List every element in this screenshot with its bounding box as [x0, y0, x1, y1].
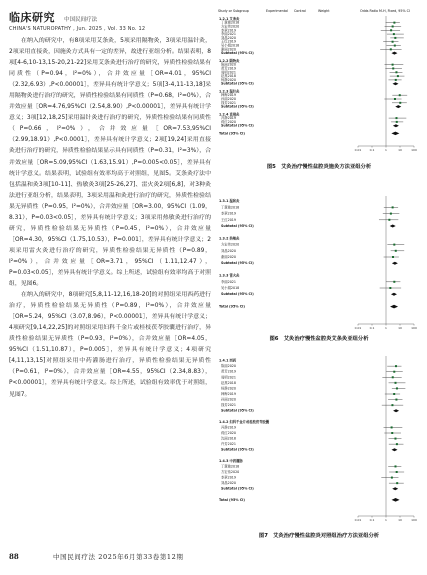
study-label: 吴小娟2018 [221, 43, 240, 48]
subtotal-diamond [393, 124, 399, 127]
subtotal-diamond [391, 293, 397, 296]
study-label: 陈丽2020 [221, 364, 236, 369]
subtotal-diamond [393, 409, 399, 412]
study-point [393, 393, 395, 395]
subtotal-diamond [391, 52, 397, 55]
study-label: 丁慧敏2018 [221, 464, 240, 469]
study-point [394, 438, 396, 440]
study-label: 李翠2019 [221, 28, 236, 33]
page-number: 88 [9, 552, 19, 561]
study-label: 黄芳2019 [221, 369, 236, 374]
header-journal-line: CHINA'S NATUROPATHY , Jun. 2025 , Vol. 33 No. 12 [9, 26, 146, 32]
study-label: 周明2021 [221, 375, 236, 380]
study-point [391, 432, 393, 434]
subgroup-label: 1.2.1 艾条灸 [219, 16, 240, 21]
figure-caption: 图5 艾灸治疗慢性盆腔炎施灸方法亚组分析 [266, 164, 372, 170]
running-header [9, 6, 145, 32]
x-tick-label: 100 [411, 326, 417, 330]
subgroup-label: 1.2.2 隔物灸 [219, 58, 240, 63]
subtotal-diamond [392, 82, 398, 85]
study-point [394, 465, 396, 467]
study-point [394, 45, 396, 47]
study-point [392, 64, 394, 66]
x-tick-label: 1 [385, 518, 387, 522]
study-point [393, 371, 395, 373]
x-tick-label: 10 [398, 148, 402, 152]
study-label: 李翠2019 [221, 211, 236, 216]
study-point [392, 256, 394, 258]
forest-plot-figure-7 [218, 346, 420, 539]
study-label: 韩梅2019 [221, 93, 236, 98]
study-point [394, 98, 396, 100]
study-point [396, 482, 398, 484]
study-point [396, 443, 398, 445]
x-tick-label: 100 [411, 518, 417, 522]
study-point [399, 102, 401, 104]
study-point [395, 250, 397, 252]
study-point [389, 287, 391, 289]
study-point [395, 399, 397, 401]
column-header: Weight [318, 9, 330, 13]
total-label: Total (95% CI) [219, 497, 245, 502]
study-point [391, 404, 393, 406]
study-label: 杨静2020 [221, 386, 236, 391]
study-label: 黄芳2019 [221, 66, 236, 71]
page-footer [9, 550, 420, 564]
study-label: 刘晶2020 [221, 35, 236, 40]
body-text-column [9, 36, 211, 536]
footer-journal-text: 中国民间疗法 2025年6月第33卷第12期 [53, 553, 184, 561]
x-tick-label: 1 [385, 148, 387, 152]
figures-column [218, 6, 420, 542]
x-tick-label: 0.1 [369, 326, 375, 330]
x-tick-label: 10 [398, 326, 402, 330]
study-label: 韩梅2019 [221, 392, 236, 396]
subtotal-label: Subtotal (95% CI) [221, 81, 254, 86]
x-tick-label: 100 [411, 148, 417, 152]
figure-caption: 图6 艾灸治疗慢性盆腔炎艾条灸亚组分析 [269, 336, 369, 342]
total-label: Total (95% CI) [219, 131, 245, 136]
study-point [392, 206, 394, 208]
study-point [394, 37, 396, 39]
study-point [395, 117, 397, 119]
subgroup-label: 1.4.2 妇科千金片或桂枝茯苓胶囊 [219, 419, 270, 424]
study-point [392, 41, 394, 43]
study-label: 刘晶2020 [221, 248, 236, 253]
subtotal-label: Subtotal (95% CI) [221, 123, 254, 128]
study-label: 许芳2021 [221, 442, 236, 447]
study-point [393, 281, 395, 283]
subtotal-diamond [395, 105, 401, 108]
study-label: 杨静2020 [221, 77, 236, 82]
study-point [393, 33, 395, 35]
study-point [396, 471, 398, 473]
subgroup-label: 1.4.3 中药灌肠 [219, 458, 243, 463]
total-diamond [390, 305, 398, 309]
forest-plot [218, 346, 420, 526]
study-label: 蒋红2020 [221, 431, 236, 435]
study-label: 丁慧敏2018 [221, 205, 240, 210]
study-label: 方宏伟2020 [221, 24, 240, 29]
study-point [390, 213, 392, 215]
header-subtitle: 中国民间疗法 [64, 17, 98, 23]
total-diamond [391, 132, 399, 136]
study-point [396, 387, 398, 389]
study-label: 方宏伟2020 [221, 470, 240, 474]
header-title: 临床研究 [9, 11, 55, 24]
study-point [395, 71, 397, 73]
x-tick-label: 0.01 [354, 148, 362, 152]
study-label: 吴小娟2018 [221, 286, 240, 290]
study-label: 蒋红2020 [221, 119, 236, 124]
study-label: 李丽2021 [221, 32, 236, 37]
study-label: 陈丽2020 [221, 62, 236, 67]
study-point [392, 67, 394, 69]
study-point [390, 48, 392, 50]
study-point [391, 426, 393, 428]
study-label: 谢丽2020 [221, 47, 236, 52]
forest-plot-figure-5 [218, 6, 420, 170]
subgroup-label: 1.2.3 温针灸 [219, 89, 240, 94]
study-label: 孙丽2020 [221, 397, 236, 402]
x-tick-label: 0.01 [354, 518, 362, 522]
study-point [392, 376, 394, 378]
study-label: 方宏伟2020 [221, 242, 240, 247]
subtotal-diamond [392, 487, 398, 490]
x-tick-label: 1 [385, 326, 387, 330]
figure-caption: 图7 艾灸治疗慢性盆腔炎对照组治疗方法亚组分析 [258, 533, 380, 539]
study-label: 钱芳2021 [221, 100, 236, 105]
column-header: Odds Ratio M-H, Fixed, 95% CI [360, 9, 410, 13]
subtotal-label: Subtotal (95% CI) [221, 261, 254, 266]
subtotal-label: Subtotal (95% CI) [221, 486, 254, 491]
study-label: 钱芳2021 [221, 403, 236, 408]
study-point [390, 29, 392, 31]
column-header: Study or Subgroup [218, 9, 249, 13]
study-point [393, 244, 395, 246]
subtotal-label: Subtotal (95% CI) [221, 51, 254, 56]
study-point [399, 94, 401, 96]
study-point [388, 219, 390, 221]
study-label: 李翠2019 [221, 475, 236, 480]
subtotal-diamond [392, 262, 398, 265]
subtotal-label: Subtotal (95% CI) [221, 224, 254, 228]
x-tick-label: 10 [398, 518, 402, 522]
study-point [396, 121, 398, 123]
study-label: 赵燕2018 [221, 380, 236, 385]
subgroup-label: 1.3.3 雷火灸 [219, 273, 240, 278]
total-diamond [392, 498, 400, 502]
x-tick-label: 0.1 [369, 148, 375, 152]
study-label: 刘晶2020 [221, 481, 236, 486]
subtotal-label: Subtotal (95% CI) [221, 292, 254, 297]
study-label: 冯静2019 [221, 425, 236, 430]
subgroup-label: 1.3.2 热敏灸 [219, 236, 240, 241]
study-label: 冯静2019 [221, 116, 236, 121]
study-point [395, 382, 397, 384]
study-label: 赵燕2018 [221, 74, 236, 79]
forest-plot-figure-6 [218, 186, 420, 342]
study-point [392, 25, 394, 27]
subtotal-label: Subtotal (95% CI) [221, 408, 254, 413]
subtotal-diamond [390, 225, 396, 228]
study-point [395, 365, 397, 367]
subgroup-label: 1.2.4 直接灸 [219, 112, 240, 117]
column-header: Control [294, 9, 306, 13]
x-tick-label: 0.1 [369, 518, 375, 522]
study-label: 李丽2021 [221, 279, 236, 284]
subtotal-diamond [392, 448, 398, 451]
study-label: 周明2021 [221, 70, 236, 75]
study-label: 孙丽2020 [221, 97, 236, 101]
study-point [391, 477, 393, 479]
study-label: 王红2019 [221, 217, 236, 222]
subgroup-label: 1.3.1 温和灸 [219, 199, 240, 204]
study-point [397, 75, 399, 77]
study-point [395, 79, 397, 81]
study-label: 丁慧敏2018 [221, 20, 240, 25]
paragraph: 在纳入的研究中，8项研究[5,8,11-12,16,18-20]的对照组采用西药进行治疗，异质性检验结果无异质性（P=0.89，I²=0%），合并效应量［OR=5.24，95%CI（3.07,8.96），P<0.00001］，差异具有统计学意义；4项研究[9,14,22,25]的对照组采用妇科千金片或桂枝茯苓胶囊进行治疗，异质性检验结果无异质性（P=0.93，I²=0%），合并效应量［OR=4.05，95%CI（1.51,10.87），P=0.005］，差异具有统计学意义；4项研究[4,11,13,15]对照组采用中药灌肠进行治疗，异质性检验结果无异质性（P=0.61，I²=0%），合并效应量［OR=4.55，95%CI（2.34,8.83），P<0.00001］，差异具有统计学意义。综上所述，试验组有效率优于对照组，见图7。 [9, 292, 211, 398]
forest-plot [218, 6, 420, 156]
subtotal-label: Subtotal (95% CI) [221, 104, 254, 109]
study-label: 沈丽2018 [221, 436, 236, 441]
subgroup-label: 1.4.1 西药 [219, 358, 237, 363]
study-point [393, 22, 395, 24]
study-label: 谢丽2020 [221, 255, 236, 259]
paragraph: 在纳入的研究中，有8项采用艾条灸，5项采用隔物灸，3项采用温针灸，2项采用直接灸，因施灸方式具有一定的差异，故进行亚组分析。结果表明，8项[4-6,10-13,15-20,21-22]采用艾条灸进行治疗的研究，异质性检验结果有同质性（P=0.94，I²=0%），合并效应量［OR=4.01，95%CI（2.32,6.93）,P<0.00001］，差异具有统计学意义；5项[3-4,11-13,18]采用隔物灸进行治疗的研究，异质性检验结果有同质性（P=0.68，I²=0%），合并效应量［OR=4.76,95%CI（2.54,8.90）,P<0.00001］，差异具有统计学意义；3项[12,18,25]采用温针灸进行治疗的研究，异质性检验结果有同质性（P=0.66，I²=0%），合并效应量［OR=7.53,95%CI（2.99,18.91）,P<0.0001］，差异具有统计学意义；2项[19,24]采用直接灸进行治疗的研究，异质性检验结果显示具有同质性（P=0.31，I²=3%），合并效应量［OR=5.09,95%CI（1.63,15.91）,P=0.005<0.05］，差异具有统计学意义。结果表明，试验组有效率均高于对照组，见图5。艾条灸疗法中包括温和灸3项[10-11]、热敏灸3项[25-26,27]、雷火灸2项[6,8]，对3种灸法进行亚组分析，结果表明，3项采用温和灸进行治疗的研究，异质性检验结果无异质性（P=0.95，I²=0%），合并效应量［OR=3.00，95%CI（1.09，8.31），P=0.03<0.05］，差异具有统计学意义；3项采用热敏灸进行治疗的研究，异质性检验结果无异质性（P=0.45，I²=0%），合并效应量［OR=4.30，95%CI（1.75,10.53），P=0.001］，差异具有统计学意义；2项采用雷火灸进行治疗的研究，异质性检验结果无异质性（P=0.89，I²=0%），合并效应量［OR=3.71，95%CI（1.11,12.47），P=0.03<0.05］，差异具有统计学意义。综上所述，试验组有效率均高于对照组，见图6。 [9, 38, 211, 288]
total-label: Total (95% CI) [219, 304, 245, 309]
forest-plot [218, 186, 420, 334]
study-label: 王红2019 [221, 39, 236, 44]
subtotal-label: Subtotal (95% CI) [221, 447, 254, 452]
column-header: Experimental [266, 9, 288, 13]
x-tick-label: 0.01 [354, 326, 362, 330]
